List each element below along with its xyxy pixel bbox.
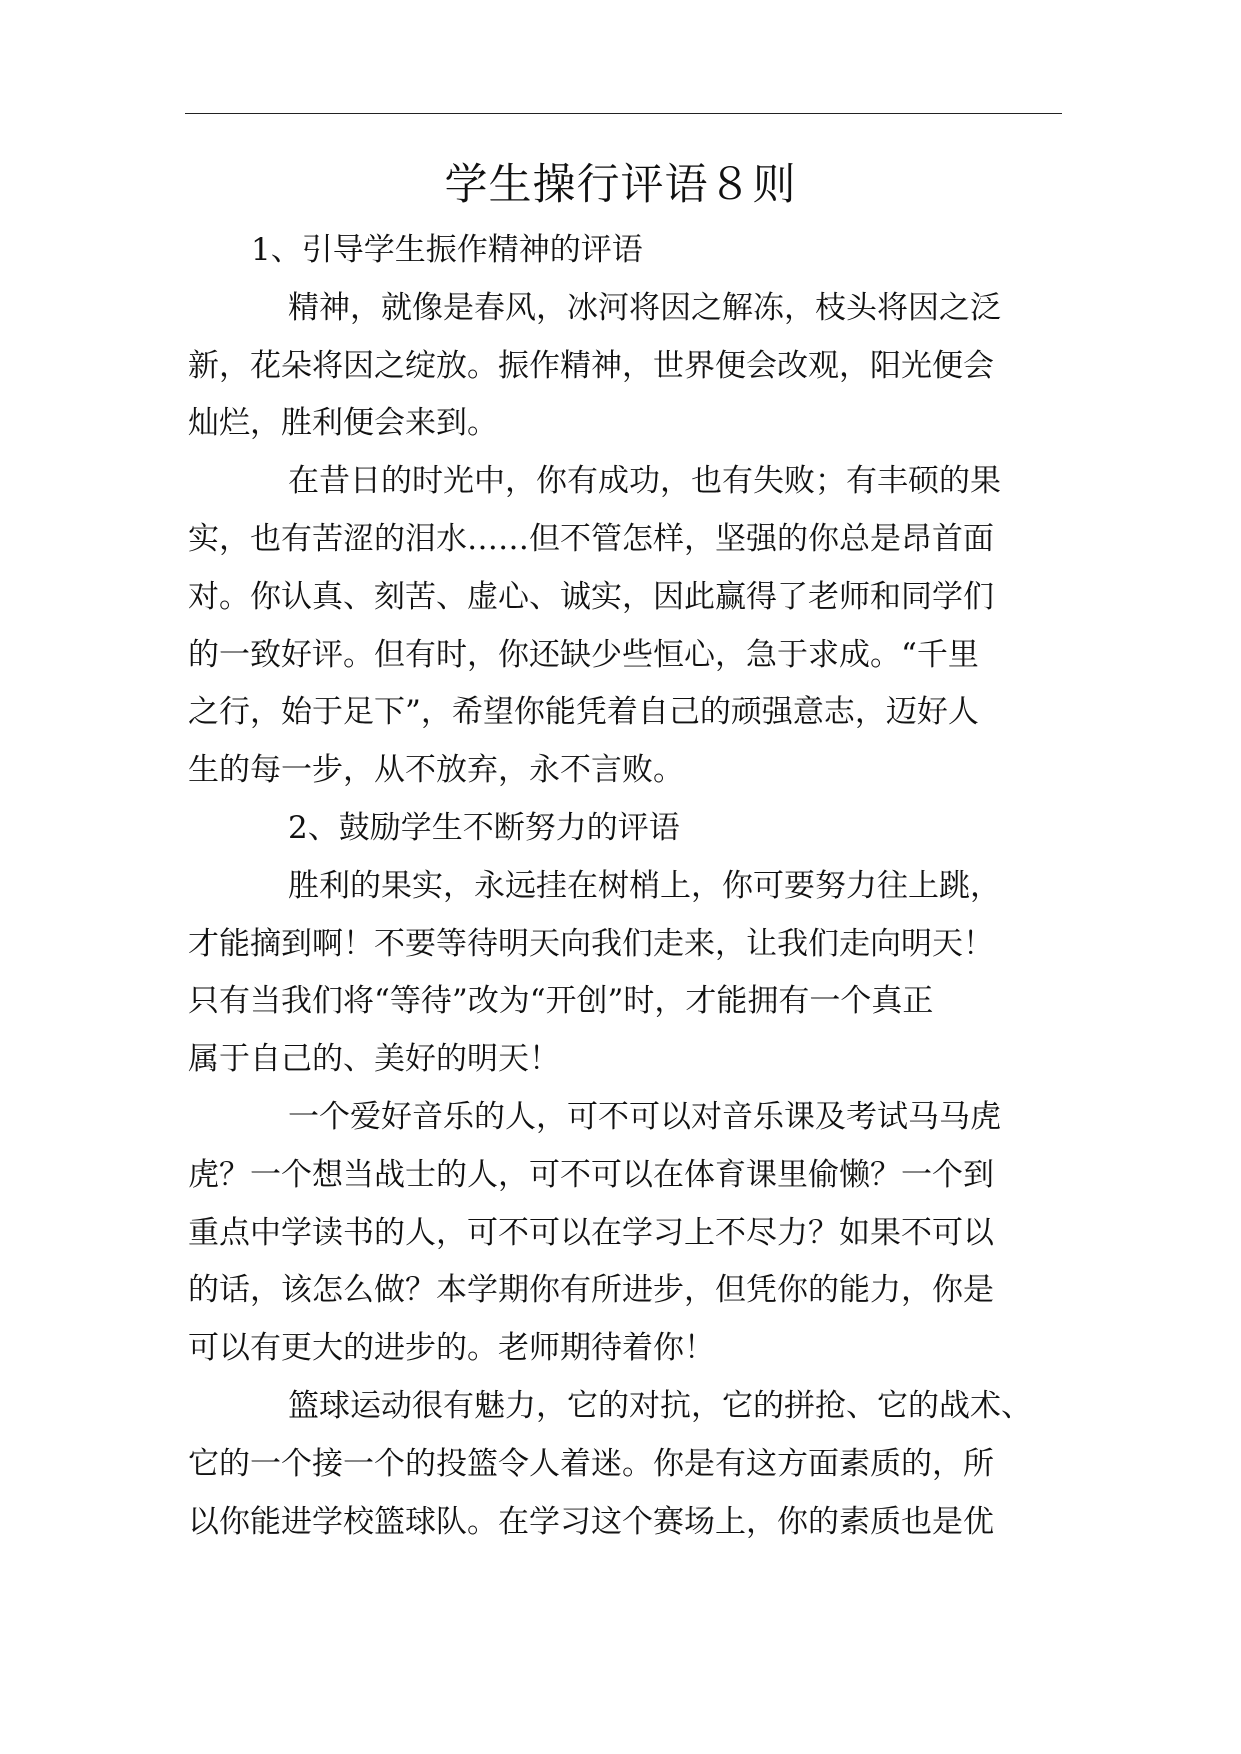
- text-line: 精神，就像是春风，冰河将因之解冻，枝头将因之泛: [288, 289, 1001, 326]
- text-line: 新，花朵将因之绽放。振作精神，世界便会改观，阳光便会: [188, 347, 994, 384]
- text-line: 2、鼓励学生不断努力的评语: [288, 809, 680, 846]
- text-line: 重点中学读书的人，可不可以在学习上不尽力？如果不可以: [188, 1214, 994, 1251]
- text-line: 篮球运动很有魅力，它的对抗，它的拼抢、它的战术、: [288, 1387, 1032, 1424]
- text-line: 一个爱好音乐的人，可不可以对音乐课及考试马马虎: [288, 1098, 1001, 1135]
- text-line: 在昔日的时光中，你有成功，也有失败；有丰硕的果: [288, 463, 1001, 500]
- text-line: 只有当我们将“等待”改为“开创”时，才能拥有一个真正: [188, 983, 934, 1020]
- text-line: 虎？一个想当战士的人，可不可以在体育课里偷懒？一个到: [188, 1156, 994, 1193]
- text-line: 灿烂，胜利便会来到。: [188, 405, 498, 442]
- text-line: 对。你认真、刻苦、虚心、诚实，因此赢得了老师和同学们: [188, 578, 994, 615]
- text-line: 属于自己的、美好的明天！: [188, 1041, 560, 1078]
- document-body: [188, 222, 1058, 1551]
- text-line: 实，也有苦涩的泪水……但不管怎样，坚强的你总是昂首面: [188, 520, 994, 557]
- page-title: 学生操行评语８则: [444, 160, 797, 210]
- text-line: 胜利的果实，永远挂在树梢上，你可要努力往上跳，: [288, 867, 1001, 904]
- text-line: 可以有更大的进步的。老师期待着你！: [188, 1330, 715, 1367]
- text-line: 的一致好评。但有时，你还缺少些恒心，急于求成。“千里: [188, 636, 979, 673]
- text-line: 之行，始于足下”，希望你能凭着自己的顽强意志，迈好人: [188, 694, 979, 731]
- text-line: 它的一个接一个的投篮令人着迷。你是有这方面素质的，所: [188, 1445, 994, 1482]
- text-line: 生的每一步，从不放弃，永不言败。: [188, 752, 684, 789]
- text-line: 才能摘到啊！不要等待明天向我们走来，让我们走向明天！: [188, 925, 994, 962]
- header-rule: [185, 113, 1062, 114]
- text-line: 的话，该怎么做？本学期你有所进步，但凭你的能力，你是: [188, 1272, 994, 1309]
- text-line: 1、引导学生振作精神的评语: [251, 232, 643, 268]
- text-line: 以你能进学校篮球队。在学习这个赛场上，你的素质也是优: [188, 1503, 994, 1540]
